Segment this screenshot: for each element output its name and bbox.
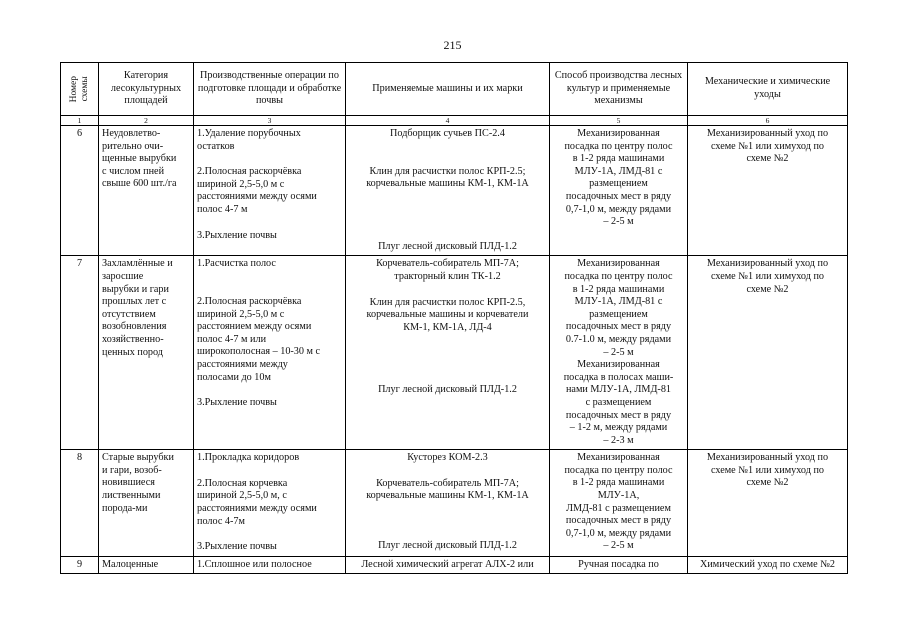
table-row	[61, 126, 848, 256]
header-machines: Применяемые машины и их марки	[346, 63, 550, 116]
operation-step: 2.Полосная раскорчёвка шириной 2,5-5,0 м с расстоянием между осями полос 4-7 м или широкополосная – 10-30 м с расстояниями между полосами до 10м	[197, 295, 321, 383]
operations-cell	[194, 126, 346, 256]
scheme-number: 8	[61, 450, 99, 557]
scheme-number: 9	[61, 556, 99, 574]
machines-cell	[346, 126, 550, 256]
operation-step: 2.Полосная корчевка шириной 2,5-5,0 м, с расстояниями между осями полос 4-7м	[197, 477, 317, 527]
operation-step: 3.Рыхление почвы	[197, 541, 277, 553]
machine-entry: Кусторез КОМ-2.3	[407, 452, 488, 464]
column-number: 3	[194, 116, 346, 126]
area-category: Захламлённые и заросшие вырубки и гари прошлых лет с отсутствием возобновления хозяйственно- ценных пород	[99, 256, 194, 450]
scheme-number: 6	[61, 126, 99, 256]
planting-method: Механизированная посадка по центру полос в 1-2 ряда машинами МЛУ-1А, ЛМД-81 с размещением посадочных мест в ряду 0,7-1,0 м, между рядами – 2-5 м	[550, 126, 688, 256]
header-care: Механические и химические уходы	[688, 63, 848, 116]
operations-cell	[194, 256, 346, 450]
column-number: 1	[61, 116, 99, 126]
column-number-row	[61, 116, 848, 126]
operation-step: 3.Рыхление почвы	[197, 397, 277, 409]
operations-cell	[194, 556, 346, 574]
operation-step: 2.Полосная раскорчёвка шириной 2,5-5,0 м с расстояниями между осями полос 4-7 м	[197, 166, 317, 215]
machines-cell	[346, 556, 550, 574]
table-row	[61, 450, 848, 557]
machine-entry: Плуг лесной дисковый ПЛД-1.2	[378, 240, 517, 252]
machine-entry: Подборщик сучьев ПС-2.4	[390, 128, 505, 139]
operation-step: 3.Рыхление почвы	[197, 229, 277, 241]
operation-step: 1.Удаление порубочных остатков	[197, 128, 301, 152]
machine-entry: Плуг лесной дисковый ПЛД-1.2	[378, 384, 517, 396]
scheme-number: 7	[61, 256, 99, 450]
machine-entry: Лесной химический агрегат АЛХ-2 или	[361, 558, 534, 570]
operations-cell	[194, 450, 346, 557]
column-number: 4	[346, 116, 550, 126]
operation-step: 1.Прокладка коридоров	[197, 452, 300, 464]
machine-entry: Клин для расчистки полос КРП-2.5; корчевальные машины КМ-1, КМ-1А	[366, 165, 529, 190]
care-method: Механизированный уход по схеме №1 или химуход по схеме №2	[688, 450, 848, 557]
column-number: 2	[99, 116, 194, 126]
planting-method: Механизированная посадка по центру полос в 1-2 ряда машинами МЛУ-1А, ЛМД-81 с размещением посадочных мест в ряду 0.7-1.0 м, между рядами – 2-5 м Механизированная посадка в полосах маши- нами МЛУ-1А, ЛМД-81 с размещением посадочных мест в ряду – 1-2 м, между рядами – 2-3 м	[550, 256, 688, 450]
care-method: Механизированный уход по схеме №1 или химуход по схеме №2	[688, 126, 848, 256]
header-category: Категория лесокультурных площадей	[99, 63, 194, 116]
header-row	[61, 63, 848, 116]
machines-cell	[346, 450, 550, 557]
table-row	[61, 556, 848, 574]
care-method: Механизированный уход по схеме №1 или химуход по схеме №2	[688, 256, 848, 450]
area-category: Малоценные	[99, 556, 194, 574]
area-category: Старые вырубки и гари, возоб- новившиеся лиственными порода-ми	[99, 450, 194, 557]
operation-step: 1.Сплошное или полосное	[197, 558, 312, 570]
forest-culture-table	[60, 62, 848, 574]
machine-entry: Корчеватель-собиратель МП-7А; корчевальные машины КМ-1, КМ-1А	[366, 477, 529, 502]
column-number: 5	[550, 116, 688, 126]
table-row	[61, 256, 848, 450]
area-category: Неудовлетво- рительно очи- щенные вырубки с числом пней свыше 600 шт./га	[99, 126, 194, 256]
header-operations: Производственные операции по подготовке площади и обработке почвы	[194, 63, 346, 116]
machines-cell	[346, 256, 550, 450]
machine-entry: Клин для расчистки полос КРП-2.5, корчевальные машины и корчеватели КМ-1, КМ-1А, ЛД-4	[366, 296, 529, 333]
header-method: Способ производства лесных культур и применяемые механизмы	[550, 63, 688, 116]
header-scheme-number: Номер схемы	[61, 63, 99, 116]
care-method: Химический уход по схеме №2	[688, 556, 848, 574]
page-number: 215	[443, 38, 462, 52]
planting-method: Механизированная посадка по центру полос в 1-2 ряда машинами МЛУ-1А, ЛМД-81 с размещением посадочных мест в ряду 0,7-1,0 м, между рядами – 2-5 м	[550, 450, 688, 557]
planting-method: Ручная посадка по	[550, 556, 688, 574]
column-number: 6	[688, 116, 848, 126]
machine-entry: Корчеватель-собиратель МП-7А; тракторный клин ТК-1.2	[376, 258, 519, 282]
operation-step: 1.Расчистка полос	[197, 258, 276, 270]
machine-entry: Плуг лесной дисковый ПЛД-1.2	[378, 540, 517, 552]
